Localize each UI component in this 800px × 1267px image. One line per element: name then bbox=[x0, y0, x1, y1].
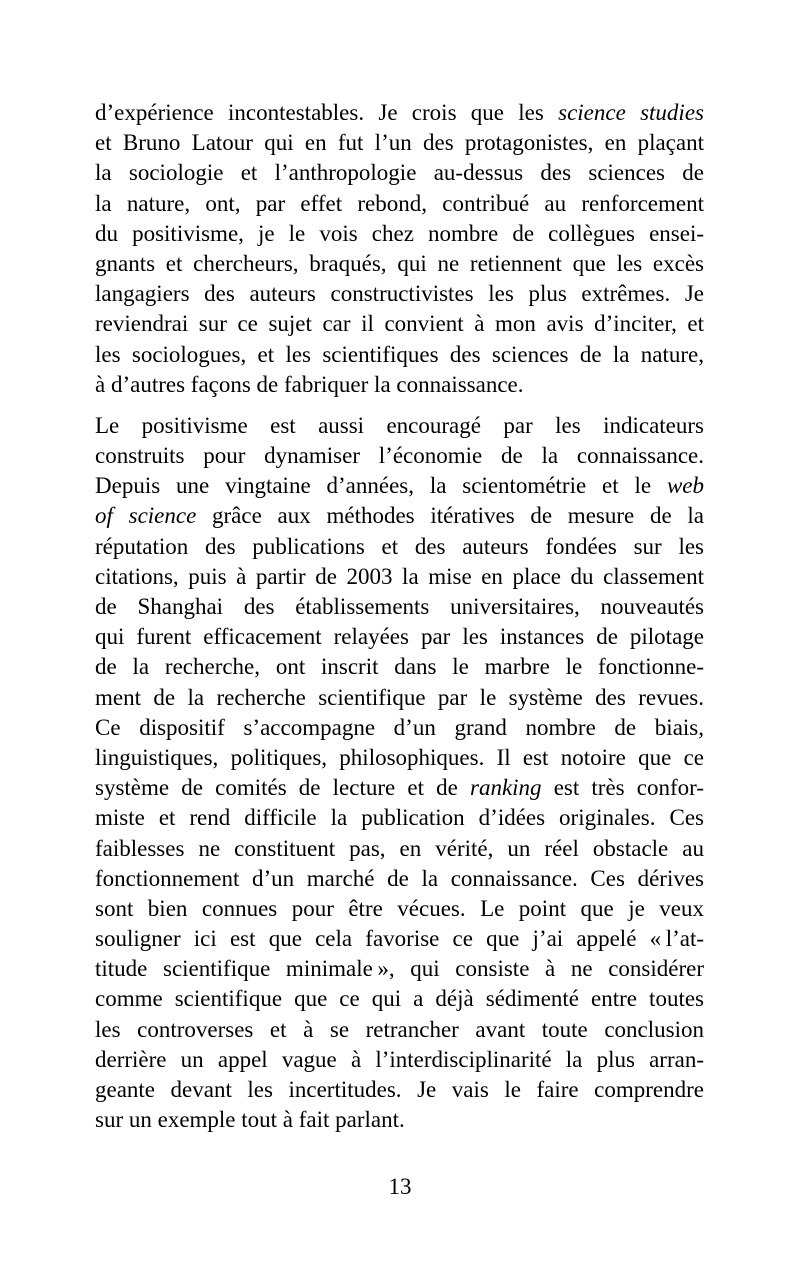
text-line bbox=[95, 441, 704, 471]
paragraph bbox=[95, 98, 704, 400]
text-segment: les controverses et à se retrancher avant toute conclusion bbox=[95, 1016, 704, 1042]
text-line bbox=[95, 803, 704, 833]
text-line bbox=[95, 1015, 704, 1045]
text-line bbox=[95, 309, 704, 339]
page-text bbox=[95, 98, 704, 1135]
text-line bbox=[95, 249, 704, 279]
text-line bbox=[95, 984, 704, 1014]
text-line bbox=[95, 592, 704, 622]
text-line bbox=[95, 501, 704, 531]
page-number: 13 bbox=[388, 1174, 412, 1199]
text-line bbox=[95, 279, 704, 309]
text-segment: construits pour dynamiser l’économie de la connaissance. bbox=[95, 443, 704, 469]
text-segment: de Shanghai des établissements universitaires, nouveautés bbox=[95, 594, 704, 619]
text-line bbox=[95, 894, 704, 924]
text-line bbox=[95, 128, 704, 158]
text-segment: à d’autres façons de fabriquer la connaissance. bbox=[95, 371, 524, 397]
text-segment: système de comités de lecture et de bbox=[95, 775, 470, 801]
text-line bbox=[95, 954, 704, 984]
text-line bbox=[95, 743, 704, 773]
text-line bbox=[95, 562, 704, 592]
text-segment: sur un exemple tout à fait parlant. bbox=[95, 1107, 405, 1133]
text-segment: comme scientifique que ce qui a déjà sédimenté entre toutes bbox=[95, 986, 704, 1012]
text-line bbox=[95, 370, 704, 400]
text-segment: qui furent efficacement relayées par les instances de pilotage bbox=[95, 624, 704, 650]
text-segment: sont bien connues pour être vécues. Le point que je veux bbox=[95, 895, 704, 921]
text-segment: Depuis une vingtaine d’années, la scientométrie et le bbox=[95, 473, 667, 499]
text-segment: du positivisme, je le vois chez nombre de collègues ensei- bbox=[95, 220, 704, 246]
text-line bbox=[95, 683, 704, 713]
text-segment: langagiers des auteurs constructivistes les plus extrêmes. Je bbox=[95, 281, 704, 307]
text-line bbox=[95, 652, 704, 682]
text-line bbox=[95, 1105, 704, 1135]
text-segment: grâce aux méthodes itératives de mesure de la bbox=[196, 503, 704, 529]
text-segment: Ce dispositif s’accompagne d’un grand nombre de biais, bbox=[95, 714, 704, 740]
text-line bbox=[95, 219, 704, 249]
text-segment: fonctionnement d’un marché de la connaissance. Ces dérives bbox=[95, 865, 704, 891]
italic-text: of science bbox=[95, 503, 197, 529]
text-line bbox=[95, 158, 704, 188]
text-line bbox=[95, 773, 704, 803]
text-segment: geante devant les incertitudes. Je vais le faire comprendre bbox=[95, 1077, 704, 1102]
italic-text: web bbox=[666, 473, 704, 499]
text-line bbox=[95, 713, 704, 743]
text-line bbox=[95, 411, 704, 441]
text-segment: reviendrai sur ce sujet car il convient à mon avis d’inciter, et bbox=[95, 311, 704, 337]
text-segment: de la recherche, ont inscrit dans le marbre le fonctionne- bbox=[95, 654, 704, 680]
text-line bbox=[95, 924, 704, 954]
text-line bbox=[95, 532, 704, 562]
text-segment: réputation des publications et des auteurs fondées sur les bbox=[95, 533, 704, 559]
text-segment: la nature, ont, par effet rebond, contribué au renforcement bbox=[95, 190, 704, 216]
italic-text: science studies bbox=[558, 100, 704, 125]
text-segment: d’expérience incontestables. Je crois que les bbox=[95, 100, 559, 125]
text-segment: souligner ici est que cela favorise ce que j’ai appelé « l’at- bbox=[95, 926, 704, 952]
text-segment: et Bruno Latour qui en fut l’un des protagonistes, en plaçant bbox=[95, 130, 704, 156]
text-segment: gnants et chercheurs, braqués, qui ne retiennent que les excès bbox=[95, 250, 704, 276]
text-line bbox=[95, 189, 704, 219]
text-line bbox=[95, 340, 704, 370]
text-line bbox=[95, 1075, 704, 1105]
text-line bbox=[95, 834, 704, 864]
text-segment: faiblesses ne constituent pas, en vérité, un réel obstacle au bbox=[95, 835, 704, 861]
text-line bbox=[95, 471, 704, 501]
text-line bbox=[95, 98, 704, 128]
text-segment: est très confor- bbox=[541, 775, 704, 801]
text-segment: derrière un appel vague à l’interdisciplinarité la plus arran- bbox=[95, 1046, 704, 1072]
italic-text: ranking bbox=[470, 775, 542, 801]
text-segment: citations, puis à partir de 2003 la mise en place du classement bbox=[95, 563, 704, 589]
text-line bbox=[95, 1045, 704, 1075]
text-segment: ment de la recherche scientifique par le système des revues. bbox=[95, 684, 704, 710]
text-segment: Le positivisme est aussi encouragé par les indicateurs bbox=[95, 412, 704, 438]
text-line bbox=[95, 864, 704, 894]
text-segment: linguistiques, politiques, philosophiques. Il est notoire que ce bbox=[95, 744, 704, 770]
text-segment: les sociologues, et les scientifiques des sciences de la nature, bbox=[95, 341, 704, 367]
text-line bbox=[95, 622, 704, 652]
paragraph bbox=[95, 411, 704, 1136]
text-segment: titude scientifique minimale », qui consiste à ne considérer bbox=[95, 956, 704, 982]
text-segment: miste et rend difficile la publication d’idées originales. Ces bbox=[95, 805, 704, 831]
text-segment: la sociologie et l’anthropologie au-dessus des sciences de bbox=[95, 160, 704, 186]
